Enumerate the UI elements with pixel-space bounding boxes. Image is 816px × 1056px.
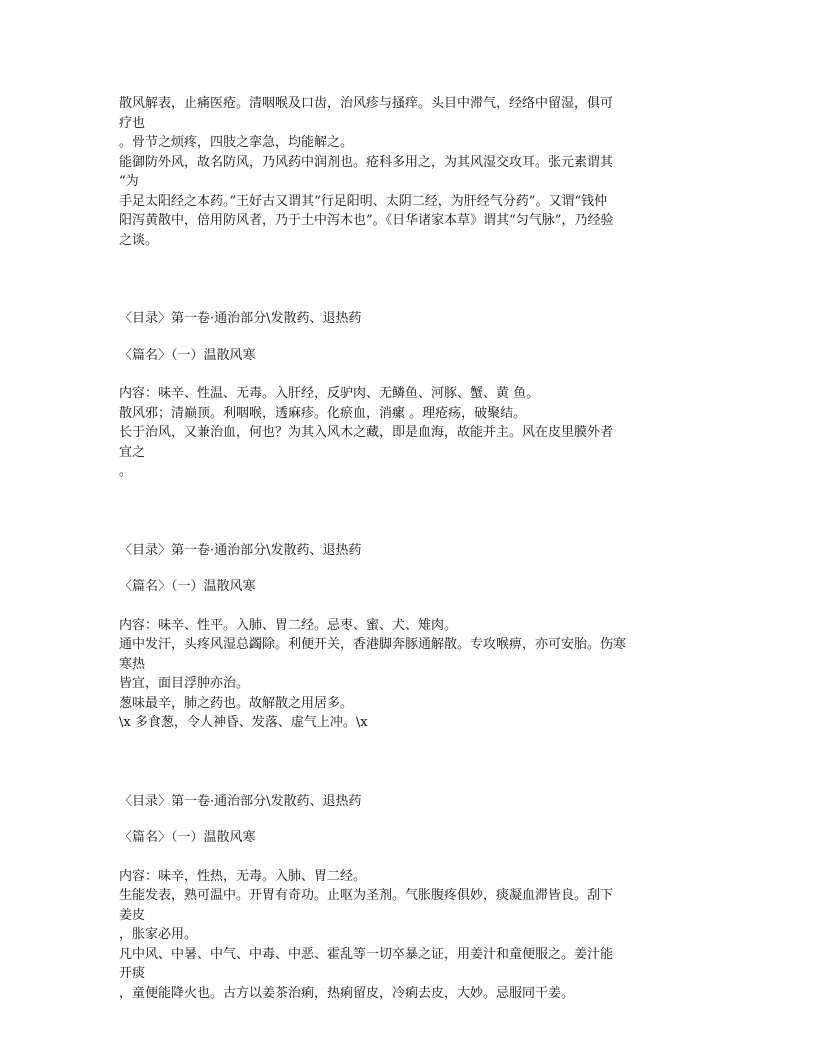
section-title: 〈篇名〉（一）温散风寒 — [119, 347, 256, 363]
text-line: 长于治风，又兼治血，何也？为其入风木之藏，即是血海，故能并主。风在皮里膜外者 — [119, 425, 614, 440]
text-line: 通中发汗，头疼风湿总蠲除。利便开关，香港脚奔豚通解散。专攻喉痹，亦可安胎。伤寒 — [119, 637, 627, 652]
text-line: 疗也 — [119, 115, 146, 131]
text-line: 内容：味辛、性平。入肺、胃二经。忌枣、蜜、犬、雉肉。 — [119, 617, 458, 633]
text-line: 。 — [119, 464, 133, 479]
text-line: 。骨节之烦疼，四肢之挛急，均能解之。 — [119, 135, 354, 150]
text-line: 散风邪；清巅顶。利咽喉，透麻疹。化瘀血，消瘰 。理疮疡，破聚结。 — [119, 405, 527, 421]
entry-2 — [119, 541, 679, 733]
text-line: 阳泻黄散中，倍用防风者，乃于土中泻木也”。《日华诸家本草》谓其“匀气脉”，乃经验 — [119, 213, 614, 228]
document-page — [119, 94, 679, 1003]
text-line: ，胀家必用。 — [119, 927, 198, 942]
intro-paragraph — [119, 94, 679, 250]
text-line: 能御防外风，故名防风，乃风药中润剂也。疮科多用之，为其风湿交攻耳。张元素谓其 — [119, 154, 614, 170]
text-line: 内容：味辛，性热，无毒。入肺、胃二经。 — [119, 868, 367, 884]
catalog-heading: 〈目录〉第一卷·通治部分\发散药、退热药 — [119, 793, 362, 809]
text-line: “为 — [119, 174, 139, 189]
catalog-heading: 〈目录〉第一卷·通治部分\发散药、退热药 — [119, 311, 362, 326]
text-line: 皆宜，面目浮肿亦治。 — [119, 676, 250, 691]
entry-1 — [119, 309, 679, 482]
text-line: 之谈。 — [119, 232, 159, 248]
text-line: 寒热 — [119, 656, 146, 672]
text-line: 姜皮 — [119, 907, 146, 923]
section-title: 〈篇名〉（一）温散风寒 — [119, 830, 256, 845]
text-line: 宜之 — [119, 444, 146, 460]
text-line: 生能发表，熟可温中。开胃有奇功。止呕为圣剂。气胀腹疼俱妙，痰凝血滞皆良。刮下 — [119, 888, 614, 903]
text-line: 凡中风、中暑、中气、中毒、中恶、霍乱等一切卒暴之证，用姜汁和童便服之。姜汁能 — [119, 946, 614, 962]
text-line: \x 多食葱，令人神昏、发落、虚气上冲。\x — [119, 715, 368, 730]
text-line: 手足太阳经之本药。”王好古又谓其“行足阳明、太阴二经，为肝经气分药”。又谓“钱仲 — [119, 193, 608, 209]
text-line: 葱味最辛，肺之药也。故解散之用居多。 — [119, 695, 354, 711]
catalog-heading: 〈目录〉第一卷·通治部分\发散药、退热药 — [119, 542, 362, 558]
text-line: 内容：味辛、性温、无毒。入肝经，反驴肉、无鳞鱼、河豚、蟹、黄 鱼。 — [119, 386, 540, 401]
text-line: 开痰 — [119, 966, 146, 981]
entry-3 — [119, 792, 679, 1004]
text-line: ，童便能降火也。古方以姜茶治痢，热痢留皮，冷痢去皮，大妙。忌服同干姜。 — [119, 985, 575, 1001]
section-title: 〈篇名〉（一）温散风寒 — [119, 579, 256, 594]
text-line: 散风解表，止痛医疮。清咽喉及口齿，治风疹与搔痒。头目中滞气，经络中留湿，俱可 — [119, 96, 614, 111]
